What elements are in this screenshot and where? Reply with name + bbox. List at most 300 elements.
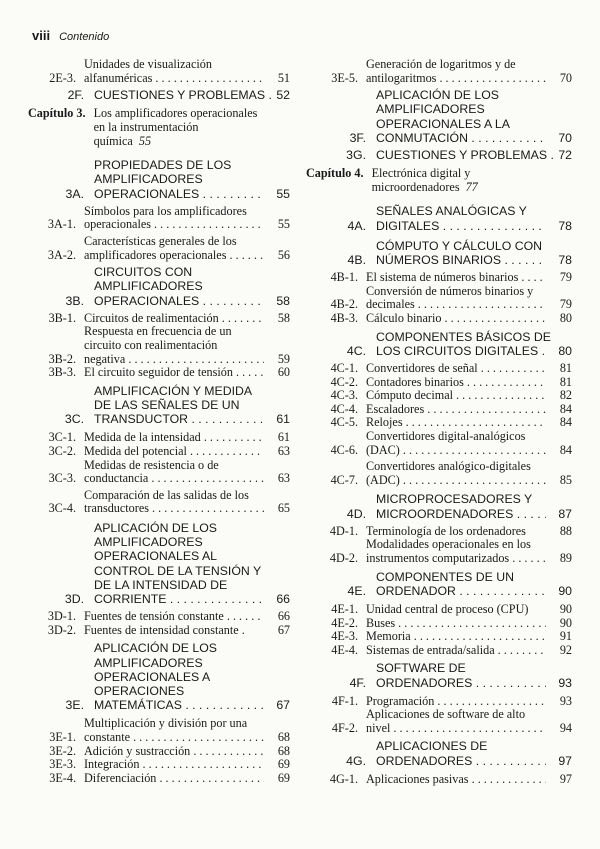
entry-title bbox=[94, 265, 264, 308]
entry-page-number: 52 bbox=[276, 88, 290, 103]
entry-title-line: constante . . . bbox=[84, 731, 264, 745]
entry-title bbox=[84, 312, 264, 326]
entry-title-line: Respuesta en frecuencia de un bbox=[84, 324, 232, 339]
entry-code: 3E. bbox=[65, 698, 84, 713]
entry-title bbox=[84, 758, 264, 772]
toc-left-column bbox=[28, 58, 290, 785]
toc-subsection[interactable] bbox=[28, 235, 290, 262]
entry-title bbox=[376, 204, 546, 232]
entry-code: 4F-2. bbox=[331, 720, 358, 735]
entry-title-line: Símbolos para los amplificadores bbox=[84, 203, 247, 218]
entry-page-number: 92 bbox=[559, 642, 572, 657]
entry-page-number: 67 bbox=[277, 622, 290, 637]
entry-title bbox=[84, 205, 264, 232]
entry-code: 3C-1. bbox=[48, 430, 76, 445]
entry-title bbox=[84, 489, 264, 516]
entry-title-line: ORDENADORES . . . bbox=[376, 754, 546, 768]
toc-subsection[interactable] bbox=[306, 58, 572, 85]
toc-subsection[interactable] bbox=[306, 617, 572, 631]
toc-subsection[interactable] bbox=[28, 489, 290, 516]
entry-code: 3F. bbox=[349, 130, 366, 145]
entry-page-number: 84 bbox=[559, 442, 572, 457]
entry-page-number: 69 bbox=[277, 770, 290, 785]
entry-title-line: Fuentes de intensidad constante . bbox=[84, 622, 245, 637]
entry-title-line: decimales . . . bbox=[366, 298, 546, 312]
toc-subsection[interactable] bbox=[306, 538, 572, 565]
entry-title-line: alfanuméricas . . . bbox=[84, 72, 264, 86]
entry-page-number: 61 bbox=[276, 412, 290, 427]
entry-code: 4E-1. bbox=[331, 601, 358, 616]
entry-code: 4D-1. bbox=[329, 523, 358, 538]
entry-title bbox=[366, 362, 546, 376]
entry-title bbox=[84, 745, 264, 759]
entry-title-line: Medidas de resistencia o de bbox=[84, 457, 219, 472]
entry-title bbox=[376, 739, 546, 767]
entry-page-number: 79 bbox=[559, 270, 572, 285]
entry-title bbox=[84, 772, 264, 786]
entry-page-number: 61 bbox=[277, 430, 290, 445]
entry-title-line: MATEMÁTICAS . . . bbox=[94, 698, 264, 712]
entry-title bbox=[366, 389, 546, 403]
entry-code: 4B-2. bbox=[330, 297, 358, 312]
entry-code: 2F. bbox=[67, 88, 84, 103]
toc-section[interactable] bbox=[306, 739, 572, 767]
entry-title-line: SEÑALES ANALÓGICAS Y bbox=[376, 204, 527, 219]
entry-code: 4B-3. bbox=[330, 310, 358, 325]
entry-title-line: amplificadores operacionales . . . bbox=[84, 249, 264, 263]
entry-page-number: 91 bbox=[559, 629, 572, 644]
entry-title-line: Modalidades operacionales en los bbox=[366, 537, 531, 552]
entry-title-line: NÚMEROS BINARIOS . . . bbox=[376, 253, 546, 267]
toc-subsection[interactable] bbox=[28, 610, 290, 624]
toc-subsection[interactable] bbox=[306, 695, 572, 709]
entry-title bbox=[366, 630, 546, 644]
entry-title-line: Adición y sustracción . . . bbox=[84, 745, 264, 759]
entry-page-number: 87 bbox=[558, 506, 572, 521]
entry-page-number: 93 bbox=[559, 693, 572, 708]
entry-title bbox=[84, 610, 264, 624]
toc-subsection[interactable] bbox=[28, 325, 290, 366]
entry-title bbox=[84, 235, 264, 262]
entry-code: 3E-3. bbox=[49, 757, 76, 772]
toc-subsection[interactable] bbox=[28, 745, 290, 759]
entry-title bbox=[366, 403, 546, 417]
entry-title bbox=[84, 325, 264, 366]
toc-subsection[interactable] bbox=[306, 460, 572, 487]
entry-title-line: Integración . . . bbox=[84, 758, 264, 772]
entry-page-number: 97 bbox=[558, 753, 572, 768]
entry-title-line: Multiplicación y división por una bbox=[84, 716, 248, 731]
entry-code: 4C-1. bbox=[330, 360, 358, 375]
toc-section[interactable] bbox=[306, 661, 572, 689]
entry-page-number: 84 bbox=[559, 415, 572, 430]
chapter-title-line: microordenadores 77 bbox=[371, 179, 478, 194]
toc-section[interactable] bbox=[306, 570, 572, 598]
chapter-heading[interactable] bbox=[28, 107, 290, 148]
entry-title-line: COMPONENTES DE UN bbox=[376, 569, 515, 584]
entry-title-line: Unidad central de proceso (CPU) bbox=[366, 601, 529, 616]
entry-code: 3C-3. bbox=[48, 471, 76, 486]
chapter-title-line: Los amplificadores operacionales bbox=[93, 106, 258, 121]
entry-code: 4C-7. bbox=[330, 472, 358, 487]
entry-title-line: Convertidores analógico-digitales bbox=[366, 459, 531, 474]
entry-page-number: 66 bbox=[276, 591, 290, 606]
entry-title bbox=[376, 570, 546, 598]
toc-right-column bbox=[306, 58, 572, 786]
entry-code: 3B-1. bbox=[48, 310, 76, 325]
entry-page-number: 67 bbox=[276, 698, 290, 713]
entry-title-line: Relojes . . . bbox=[366, 416, 546, 430]
entry-page-number: 65 bbox=[277, 501, 290, 516]
entry-title bbox=[84, 431, 264, 445]
toc-section[interactable] bbox=[28, 158, 290, 201]
entry-title-line: DE LAS SEÑALES DE UN bbox=[94, 397, 240, 412]
entry-title bbox=[366, 460, 546, 487]
chapter-title-line: química 55 bbox=[93, 133, 152, 148]
entry-title bbox=[94, 641, 264, 712]
chapter-title-line: Electrónica digital y bbox=[371, 166, 471, 181]
entry-page-number: 68 bbox=[277, 729, 290, 744]
entry-page-number: 56 bbox=[277, 247, 290, 262]
entry-code: 4D. bbox=[346, 506, 366, 521]
entry-page-number: 94 bbox=[559, 720, 572, 735]
toc-subsection[interactable] bbox=[28, 717, 290, 744]
chapter-heading[interactable] bbox=[306, 167, 572, 194]
entry-title-line: Sistemas de entrada/salida . . . bbox=[366, 644, 546, 658]
entry-code: 4C-4. bbox=[330, 401, 358, 416]
entry-title-line: CONTROL DE LA TENSIÓN Y bbox=[94, 563, 262, 578]
entry-code: 4C-5. bbox=[330, 415, 358, 430]
entry-title bbox=[366, 538, 546, 565]
toc-subsection[interactable] bbox=[28, 624, 290, 638]
entry-title bbox=[376, 661, 546, 689]
entry-title-line: Fuentes de tensión constante . . . bbox=[84, 610, 264, 624]
running-title: Contenido bbox=[59, 31, 110, 43]
entry-title-line: LOS CIRCUITOS DIGITALES . bbox=[376, 343, 546, 358]
toc-subsection[interactable] bbox=[28, 58, 290, 85]
entry-title bbox=[94, 88, 272, 103]
entry-page-number: 93 bbox=[558, 675, 572, 690]
entry-title bbox=[84, 624, 264, 638]
entry-title-line: TRANSDUCTOR . . . bbox=[94, 412, 264, 426]
entry-title-line: AMPLIFICADORES bbox=[94, 172, 203, 187]
chapter-page-number: 77 bbox=[465, 179, 478, 194]
entry-title-line: Programación . . . bbox=[366, 695, 546, 709]
entry-title-line: Diferenciación . . . bbox=[84, 772, 264, 786]
entry-title bbox=[376, 492, 546, 520]
entry-title-line: AMPLIFICADORES bbox=[94, 535, 203, 550]
entry-title-line: Aplicaciones pasivas . . . bbox=[366, 773, 546, 787]
entry-code: 3C. bbox=[64, 412, 84, 427]
entry-title bbox=[366, 644, 546, 658]
entry-page-number: 85 bbox=[559, 472, 572, 487]
toc-subsection[interactable] bbox=[28, 431, 290, 445]
entry-title bbox=[94, 158, 264, 201]
toc-section[interactable] bbox=[28, 641, 290, 712]
entry-page-number: 60 bbox=[277, 365, 290, 380]
entry-title-line: nivel . . . bbox=[366, 722, 546, 736]
entry-title-line: El sistema de números binarios . . . bbox=[366, 271, 546, 285]
entry-page-number: 68 bbox=[277, 743, 290, 758]
entry-code: 4E-4. bbox=[331, 642, 358, 657]
entry-code: 4F-1. bbox=[331, 693, 358, 708]
entry-title-line: negativa . . . bbox=[84, 353, 264, 367]
entry-title-line: Aplicaciones de software de alto bbox=[366, 707, 526, 722]
entry-code: 3B-3. bbox=[48, 365, 76, 380]
entry-page-number: 70 bbox=[559, 70, 572, 85]
entry-title-line: OPERACIONALES . . . bbox=[94, 187, 264, 201]
toc-section[interactable] bbox=[28, 521, 290, 606]
entry-code: 4E-2. bbox=[331, 615, 358, 630]
entry-title-line: antilogaritmos . . . bbox=[366, 72, 546, 86]
entry-title-line: COMPONENTES BÁSICOS DE bbox=[376, 329, 551, 344]
entry-code: 3E-4. bbox=[49, 770, 76, 785]
entry-title-line: CUESTIONES Y PROBLEMAS . bbox=[376, 148, 554, 162]
entry-title-line: Medida de la intensidad . . . bbox=[84, 431, 264, 445]
entry-title-line: AMPLIFICACIÓN Y MEDIDA bbox=[94, 383, 253, 398]
entry-title bbox=[366, 617, 546, 631]
chapter-page-number: 55 bbox=[138, 133, 152, 148]
entry-title-line: Características generales de los bbox=[84, 233, 237, 248]
entry-page-number: 90 bbox=[558, 583, 572, 598]
entry-title-line: APLICACIONES DE bbox=[376, 739, 488, 754]
entry-title bbox=[376, 148, 554, 162]
entry-title-line: AMPLIFICADORES bbox=[94, 279, 203, 294]
entry-title-line: Cómputo decimal . . . bbox=[366, 389, 546, 403]
entry-title-line: (DAC) . . . bbox=[366, 444, 546, 458]
entry-code: 3A. bbox=[65, 186, 84, 201]
entry-page-number: 72 bbox=[558, 148, 572, 162]
entry-title bbox=[366, 285, 546, 312]
entry-title bbox=[366, 416, 546, 430]
entry-title-line: OPERACIONALES A bbox=[94, 669, 211, 684]
entry-title-line: ORDENADORES . . . bbox=[376, 676, 546, 690]
entry-title-line: AMPLIFICADORES bbox=[94, 655, 203, 670]
entry-code: 4C-3. bbox=[330, 388, 358, 403]
entry-page-number: 89 bbox=[559, 550, 572, 565]
entry-title-line: ORDENADOR . . . bbox=[376, 584, 546, 598]
toc-subsection[interactable] bbox=[306, 630, 572, 644]
entry-code: 3E-5. bbox=[331, 70, 358, 85]
entry-code: 3A-2. bbox=[47, 247, 76, 262]
toc-section[interactable] bbox=[306, 492, 572, 520]
toc-subsection[interactable] bbox=[306, 362, 572, 376]
entry-title-line: SOFTWARE DE bbox=[376, 661, 466, 676]
entry-title-line: DE LA INTENSIDAD DE bbox=[94, 577, 228, 592]
entry-code: 4C. bbox=[346, 343, 366, 358]
entry-title-line: circuito con realimentación bbox=[84, 337, 218, 352]
page-header bbox=[32, 28, 109, 44]
entry-page-number: 55 bbox=[277, 217, 290, 232]
toc-subsection[interactable] bbox=[306, 603, 572, 617]
toc-section[interactable] bbox=[28, 88, 290, 102]
entry-title-line: APLICACIÓN DE LOS bbox=[94, 641, 218, 656]
entry-page-number: 82 bbox=[559, 388, 572, 403]
entry-page-number: 79 bbox=[559, 297, 572, 312]
toc-section[interactable] bbox=[306, 330, 572, 358]
toc-subsection[interactable] bbox=[306, 430, 572, 457]
entry-title bbox=[366, 271, 546, 285]
chapter-title bbox=[94, 107, 258, 148]
toc-section[interactable] bbox=[306, 148, 572, 162]
toc-section[interactable] bbox=[306, 204, 572, 232]
entry-page-number: 51 bbox=[277, 70, 290, 85]
entry-title-line: OPERACIONALES A LA bbox=[376, 116, 510, 131]
entry-page-number: 80 bbox=[558, 343, 572, 358]
entry-title bbox=[84, 366, 264, 380]
entry-title-line: CÓMPUTO Y CÁLCULO CON bbox=[376, 238, 543, 253]
entry-code: 4D-2. bbox=[329, 550, 358, 565]
entry-title bbox=[366, 695, 546, 709]
entry-title-line: OPERACIONALES AL bbox=[94, 549, 218, 564]
entry-code: 4G-1. bbox=[329, 771, 358, 786]
entry-page-number: 58 bbox=[277, 310, 290, 325]
entry-title-line: Circuitos de realimentación . . . bbox=[84, 312, 264, 326]
entry-title-line: CONMUTACIÓN . . . bbox=[376, 131, 546, 145]
entry-code: 3A-1. bbox=[47, 217, 76, 232]
entry-page-number: 66 bbox=[277, 609, 290, 624]
entry-code: 4B-1. bbox=[330, 270, 358, 285]
toc-subsection[interactable] bbox=[306, 416, 572, 430]
entry-title-line: DIGITALES . . . bbox=[376, 219, 546, 233]
entry-title bbox=[84, 58, 264, 85]
entry-code: 4A. bbox=[347, 218, 366, 233]
entry-title bbox=[366, 312, 546, 326]
entry-title-line: Escaladores . . . bbox=[366, 403, 546, 417]
entry-title-line: APLICACIÓN DE LOS bbox=[376, 88, 500, 103]
toc-subsection[interactable] bbox=[306, 285, 572, 312]
entry-title bbox=[366, 525, 546, 539]
entry-title-line: (ADC) . . . bbox=[366, 474, 546, 488]
entry-page-number: 59 bbox=[277, 351, 290, 366]
entry-title bbox=[94, 521, 264, 606]
entry-title-line: CUESTIONES Y PROBLEMAS . bbox=[94, 88, 272, 103]
entry-title-line: APLICACIÓN DE LOS bbox=[94, 520, 218, 535]
entry-page-number: 63 bbox=[277, 443, 290, 458]
entry-title-line: CIRCUITOS CON bbox=[94, 265, 193, 280]
entry-title-line: Memoria . . . bbox=[366, 630, 546, 644]
toc-subsection[interactable] bbox=[28, 312, 290, 326]
entry-page-number: 81 bbox=[559, 360, 572, 375]
entry-title-line: MICROPROCESADORES Y bbox=[376, 492, 533, 507]
entry-page-number: 78 bbox=[558, 218, 572, 233]
entry-page-number: 88 bbox=[559, 523, 572, 538]
toc-subsection[interactable] bbox=[28, 205, 290, 232]
toc-section[interactable] bbox=[306, 88, 572, 145]
entry-code: 3G. bbox=[346, 148, 366, 162]
entry-code: 4E-3. bbox=[331, 629, 358, 644]
entry-code: 3E-2. bbox=[49, 743, 76, 758]
entry-title-line: Convertidores digital-analógicos bbox=[366, 428, 526, 443]
entry-title-line: AMPLIFICADORES bbox=[376, 102, 485, 117]
entry-title-line: Buses . . . bbox=[366, 617, 546, 631]
entry-title-line: conductancia . . . bbox=[84, 472, 264, 486]
entry-code: 4B. bbox=[347, 253, 366, 267]
entry-title bbox=[376, 329, 551, 358]
entry-code: 4G. bbox=[346, 753, 366, 768]
entry-code: 3D-2. bbox=[47, 622, 76, 637]
toc-subsection[interactable] bbox=[306, 525, 572, 539]
toc-section[interactable] bbox=[28, 265, 290, 308]
entry-title-line: OPERACIONALES . . . bbox=[94, 294, 264, 308]
entry-page-number: 69 bbox=[277, 757, 290, 772]
toc-subsection[interactable] bbox=[306, 312, 572, 326]
entry-code: 3B. bbox=[65, 293, 84, 308]
entry-code: 4C-2. bbox=[330, 374, 358, 389]
entry-title-line: Comparación de las salidas de los bbox=[84, 487, 249, 502]
entry-title bbox=[84, 445, 264, 459]
toc-subsection[interactable] bbox=[28, 758, 290, 772]
entry-title-line: Conversión de números binarios y bbox=[366, 283, 534, 298]
entry-title bbox=[84, 459, 264, 486]
page-number: viii bbox=[32, 28, 51, 43]
entry-page-number: 90 bbox=[559, 601, 572, 616]
toc-section[interactable] bbox=[306, 239, 572, 267]
entry-title-line: Cálculo binario . . . bbox=[366, 312, 546, 326]
chapter-title-line: en la instrumentación bbox=[93, 119, 199, 134]
toc-subsection[interactable] bbox=[28, 459, 290, 486]
entry-title-line: MICROORDENADORES . . . bbox=[376, 507, 546, 521]
entry-page-number: 84 bbox=[559, 401, 572, 416]
entry-title-line: OPERACIONES bbox=[94, 683, 185, 698]
entry-title-line: Contadores binarios . . . bbox=[366, 376, 546, 390]
toc-section[interactable] bbox=[28, 384, 290, 427]
entry-page-number: 63 bbox=[277, 471, 290, 486]
entry-code: 3D-1. bbox=[47, 609, 76, 624]
entry-page-number: 80 bbox=[559, 310, 572, 325]
entry-title-line: PROPIEDADES DE LOS bbox=[94, 158, 232, 173]
toc-subsection[interactable] bbox=[28, 445, 290, 459]
entry-title bbox=[366, 376, 546, 390]
toc-subsection[interactable] bbox=[28, 772, 290, 786]
entry-title bbox=[366, 708, 546, 735]
entry-code: 3C-4. bbox=[48, 501, 76, 516]
entry-code: 4E. bbox=[347, 583, 366, 598]
toc-subsection[interactable] bbox=[306, 389, 572, 403]
entry-title-line: Terminología de los ordenadores bbox=[366, 523, 526, 538]
entry-title bbox=[366, 58, 546, 85]
toc-subsection[interactable] bbox=[306, 376, 572, 390]
entry-code: 3B-2. bbox=[48, 351, 76, 366]
entry-title-line: transductores . . . bbox=[84, 502, 264, 516]
entry-title-line: CORRIENTE . . . bbox=[94, 592, 264, 606]
entry-title-line: instrumentos computarizados . . . bbox=[366, 552, 546, 566]
entry-title bbox=[366, 773, 546, 787]
toc-subsection[interactable] bbox=[28, 366, 290, 380]
toc-subsection[interactable] bbox=[306, 271, 572, 285]
entry-title bbox=[94, 384, 264, 427]
entry-page-number: 58 bbox=[276, 293, 290, 308]
toc-subsection[interactable] bbox=[306, 708, 572, 735]
chapter-label: Capítulo 4. bbox=[306, 166, 364, 181]
toc-subsection[interactable] bbox=[306, 644, 572, 658]
entry-title bbox=[376, 239, 546, 267]
entry-title bbox=[366, 430, 546, 457]
entry-title-line: Generación de logaritmos y de bbox=[366, 57, 516, 71]
toc-subsection[interactable] bbox=[306, 773, 572, 787]
entry-title-line: Convertidores de señal . . . bbox=[366, 362, 546, 376]
entry-title-line: Medida del potencial . . . bbox=[84, 445, 264, 459]
entry-page-number: 55 bbox=[276, 186, 290, 201]
entry-code: 3D. bbox=[64, 591, 84, 606]
entry-title-line: operacionales . . . bbox=[84, 218, 264, 232]
entry-title bbox=[366, 603, 546, 617]
entry-page-number: 78 bbox=[558, 253, 572, 267]
toc-subsection[interactable] bbox=[306, 403, 572, 417]
chapter-label: Capítulo 3. bbox=[28, 106, 86, 121]
entry-title-line: Unidades de visualización bbox=[84, 57, 212, 71]
entry-page-number: 70 bbox=[558, 130, 572, 145]
